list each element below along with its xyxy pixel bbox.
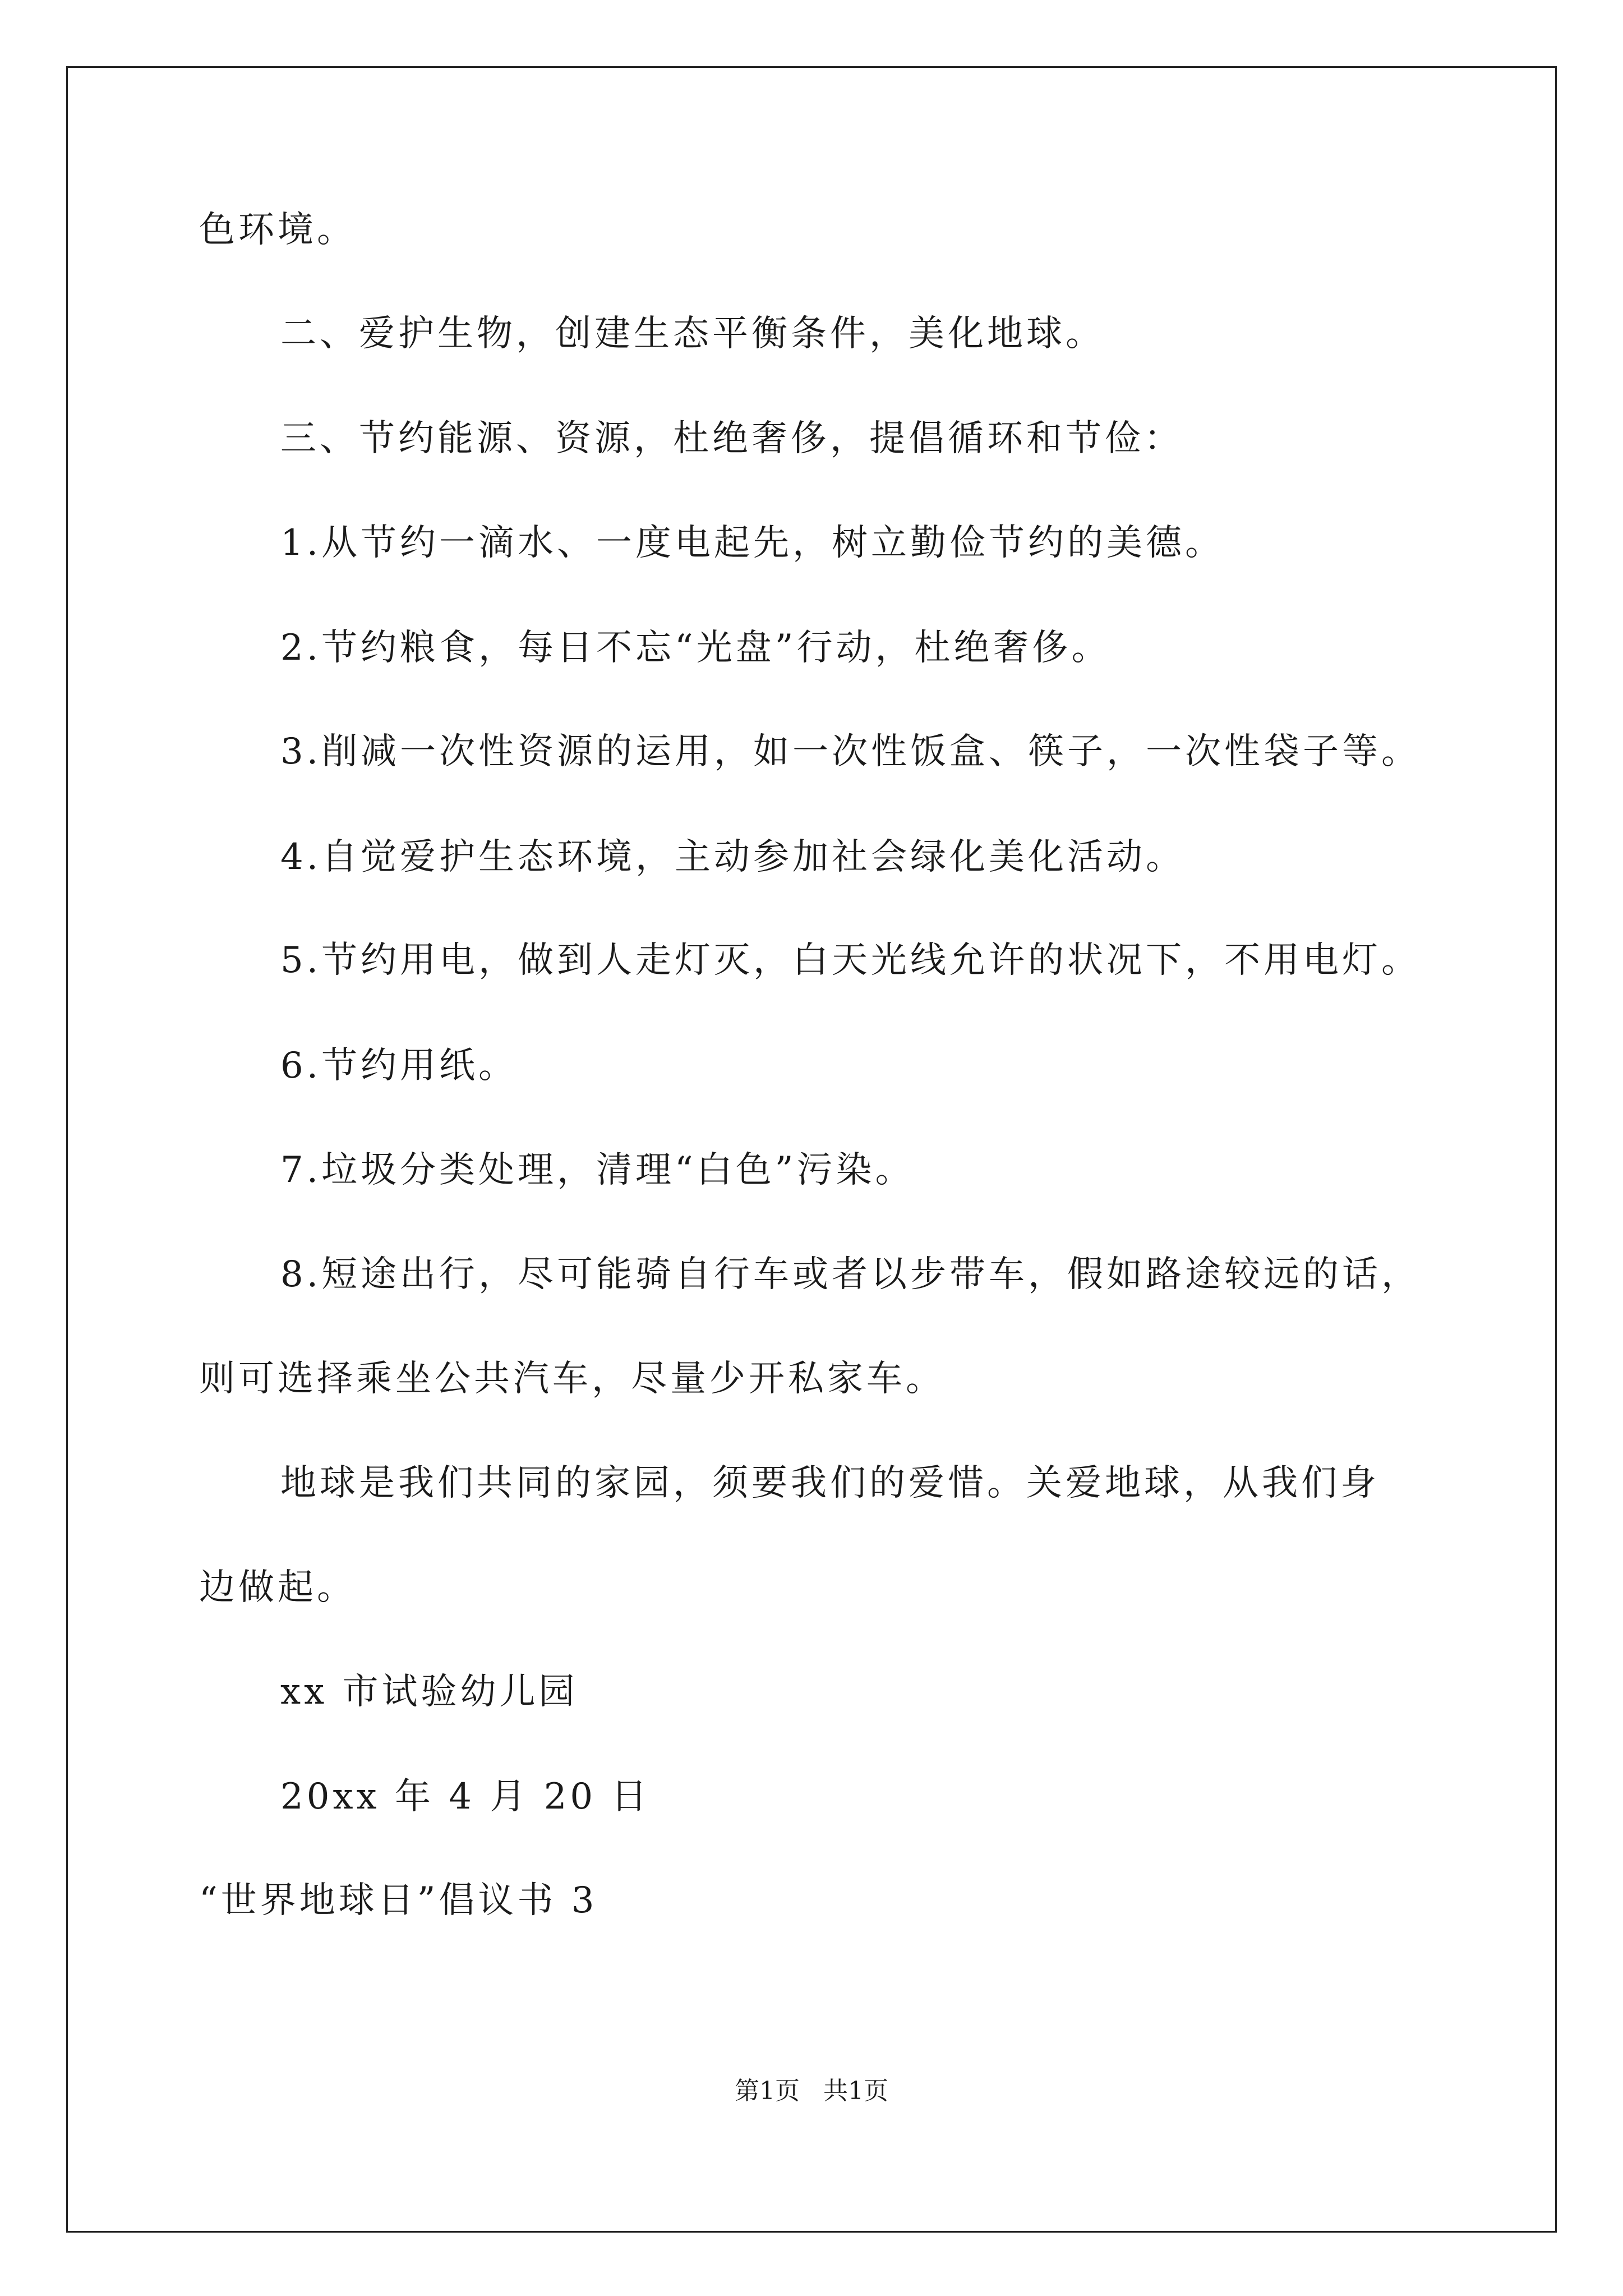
page-footer: 第1页 共1页 — [735, 2077, 888, 2105]
text-line: 6.节约用纸。 — [280, 1045, 518, 1087]
text-line: 三、节约能源、资源，杜绝奢侈，提倡循环和节俭： — [280, 418, 1183, 459]
text-line: 3.削减一次性资源的运用，如一次性饭盒、筷子，一次性袋子等。 — [280, 731, 1421, 772]
text-line: 4.自觉爱护生态环境，主动参加社会绿化美化活动。 — [280, 836, 1186, 878]
text-line: 色环境。 — [199, 209, 356, 251]
text-line: 5.节约用电，做到人走灯灭，白天光线允许的状况下，不用电灯。 — [280, 940, 1421, 981]
text-line: 地球是我们共同的家园，须要我们的爱惜。关爱地球，从我们身 — [280, 1462, 1380, 1504]
text-line: 2.节约粮食，每日不忘“光盘”行动，杜绝奢侈。 — [280, 627, 1111, 669]
section-title: “世界地球日”倡议书 3 — [199, 1880, 598, 1921]
signature-date: 20xx 年 4 月 20 日 — [280, 1776, 651, 1818]
text-line: 8.短途出行，尽可能骑自行车或者以步带车，假如路途较远的话， — [280, 1254, 1421, 1295]
text-line: 二、爱护生物，创建生态平衡条件，美化地球。 — [280, 313, 1105, 355]
text-line: 1.从节约一滴水、一度电起先，树立勤俭节约的美德。 — [280, 522, 1225, 564]
text-line: 7.垃圾分类处理，清理“白色”污染。 — [280, 1149, 915, 1191]
text-line: 则可选择乘坐公共汽车，尽量少开私家车。 — [199, 1358, 945, 1400]
text-line: 边做起。 — [199, 1567, 356, 1608]
signature-organization: xx 市试验幼儿园 — [280, 1671, 578, 1713]
